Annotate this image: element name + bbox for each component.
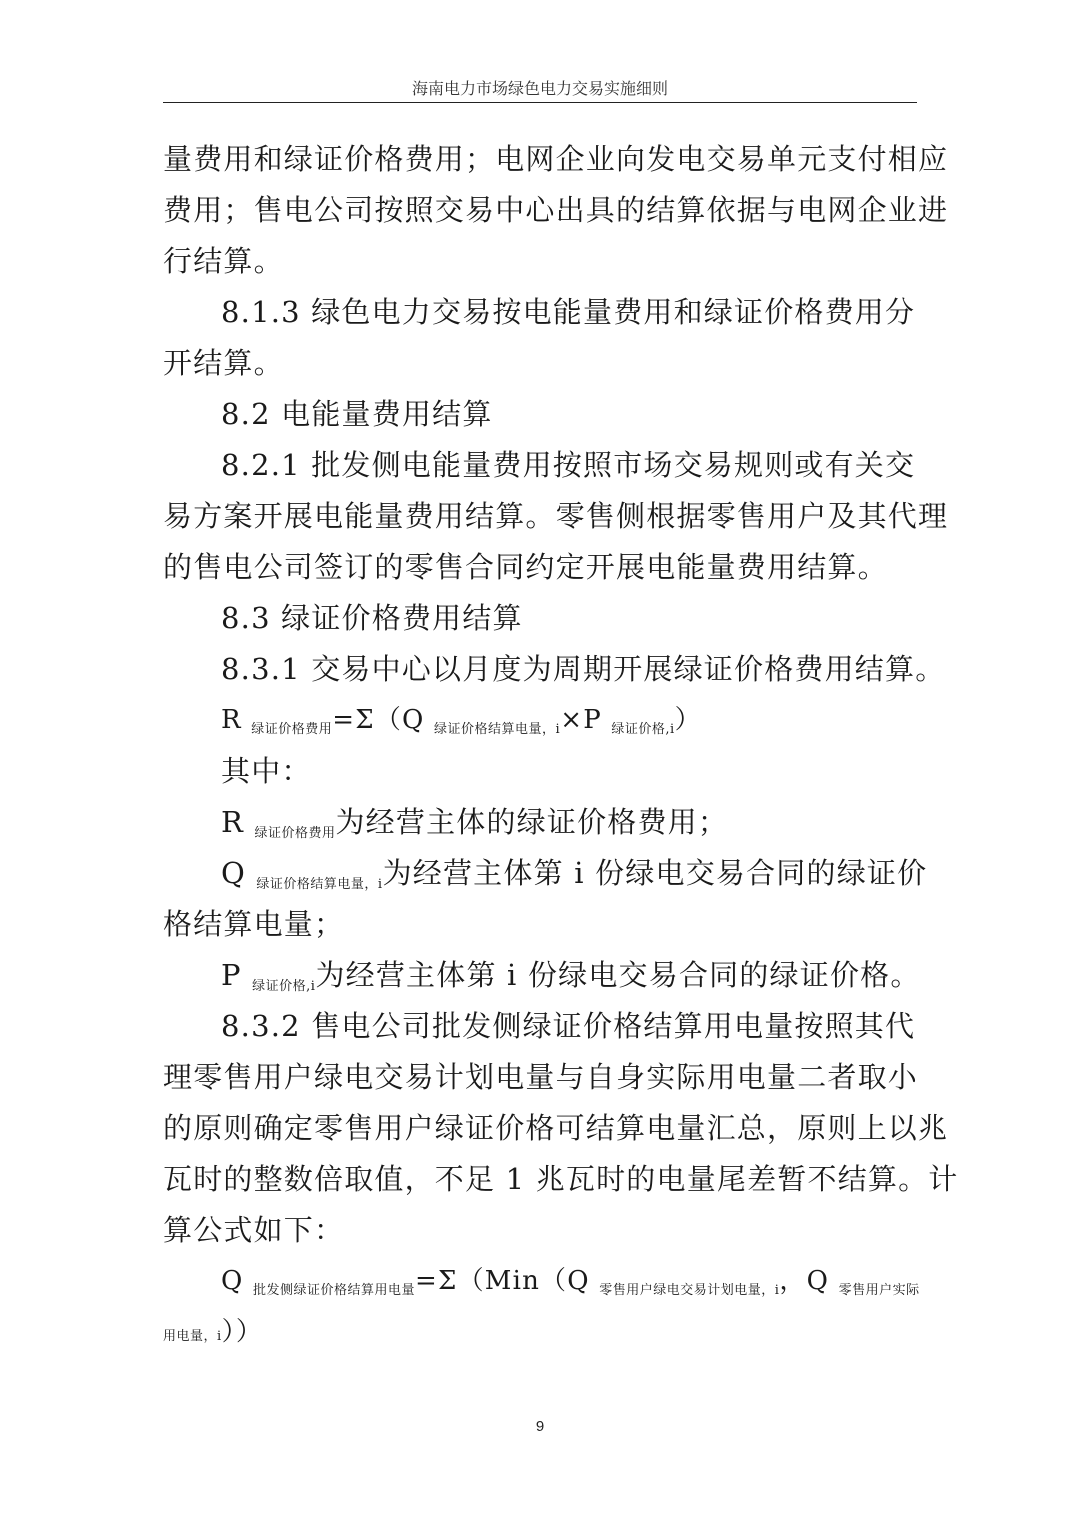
- body-text: [163, 134, 959, 1358]
- formula-subscript: 绿证价格结算电量，i: [434, 722, 561, 737]
- formula-operator: ））: [221, 1317, 264, 1347]
- formula-operator: ）: [674, 705, 702, 735]
- header-rule: [163, 102, 917, 103]
- formula-subscript: 批发侧绿证价格结算用电量: [252, 1283, 415, 1298]
- formula-wholesale-settlement: [163, 1256, 920, 1307]
- text-line: 格结算电量；: [163, 907, 345, 941]
- section-heading-8-2: 8.2 电能量费用结算: [221, 397, 493, 431]
- running-header: 海南电力市场绿色电力交易实施细则: [411, 79, 668, 98]
- definition-text: 为经营主体第 i 份绿电交易合同的绿证价: [382, 856, 928, 890]
- definition-subscript: 绿证价格费用: [254, 826, 336, 841]
- formula-subscript: 用电量，i: [163, 1329, 222, 1344]
- text-line: 瓦时的整数倍取值，不足 1 兆瓦时的电量尾差暂不结算。计: [163, 1162, 959, 1196]
- formula-subscript: 绿证价格,i: [611, 722, 675, 737]
- text-line: 的售电公司签订的零售合同约定开展电能量费用结算。: [163, 550, 888, 584]
- clause-8-1-3: 8.1.3 绿色电力交易按电能量费用和绿证价格费用分: [221, 295, 916, 329]
- formula-operator: =Σ（Min（Q: [415, 1266, 590, 1296]
- definition-symbol: P: [221, 958, 242, 992]
- definition-subscript: 绿证价格结算电量，i: [256, 877, 383, 892]
- clause-8-3-2: 8.3.2 售电公司批发侧绿证价格结算用电量按照其代: [221, 1009, 916, 1043]
- clause-8-3-1: 8.3.1 交易中心以月度为周期开展绿证价格费用结算。: [221, 652, 946, 686]
- formula-continuation: [163, 1307, 917, 1358]
- formula-operator: =Σ（Q: [332, 705, 425, 735]
- text-line: 量费用和绿证价格费用；电网企业向发电交易单元支付相应: [163, 142, 949, 176]
- text-line: 算公式如下：: [163, 1213, 345, 1247]
- formula-operator: ×P: [560, 705, 602, 735]
- section-heading-8-3: 8.3 绿证价格费用结算: [221, 601, 523, 635]
- formula-symbol: R: [221, 705, 242, 735]
- formula-subscript: 绿证价格费用: [251, 722, 333, 737]
- definition-Q: [163, 848, 928, 899]
- formula-symbol: Q: [221, 1266, 244, 1296]
- where-label: 其中：: [221, 754, 312, 788]
- formula-subscript: 零售用户绿电交易计划电量，i: [599, 1283, 780, 1298]
- formula-operator: ，Q: [779, 1266, 830, 1296]
- text-line: 易方案开展电能量费用结算。零售侧根据零售用户及其代理: [163, 499, 949, 533]
- formula-subscript: 零售用户实际: [838, 1283, 920, 1298]
- formula-green-cert-fee: [163, 695, 917, 746]
- text-line: 开结算。: [163, 346, 284, 380]
- definition-text: 为经营主体第 i 份绿电交易合同的绿证价格。: [315, 958, 921, 992]
- text-line: 费用；售电公司按照交易中心出具的结算依据与电网企业进: [163, 193, 949, 227]
- definition-P: [163, 950, 921, 1001]
- text-line: 理零售用户绿电交易计划电量与自身实际用电量二者取小: [163, 1060, 919, 1094]
- text-line: 行结算。: [163, 244, 284, 278]
- definition-R: [163, 797, 917, 848]
- definition-text: 为经营主体的绿证价格费用；: [335, 805, 729, 839]
- definition-symbol: R: [221, 805, 245, 839]
- definition-subscript: 绿证价格,i: [252, 979, 316, 994]
- clause-8-2-1: 8.2.1 批发侧电能量费用按照市场交易规则或有关交: [221, 448, 916, 482]
- definition-symbol: Q: [221, 856, 246, 890]
- text-line: 的原则确定零售用户绿证价格可结算电量汇总，原则上以兆: [163, 1111, 949, 1145]
- page-number: 9: [535, 1418, 545, 1435]
